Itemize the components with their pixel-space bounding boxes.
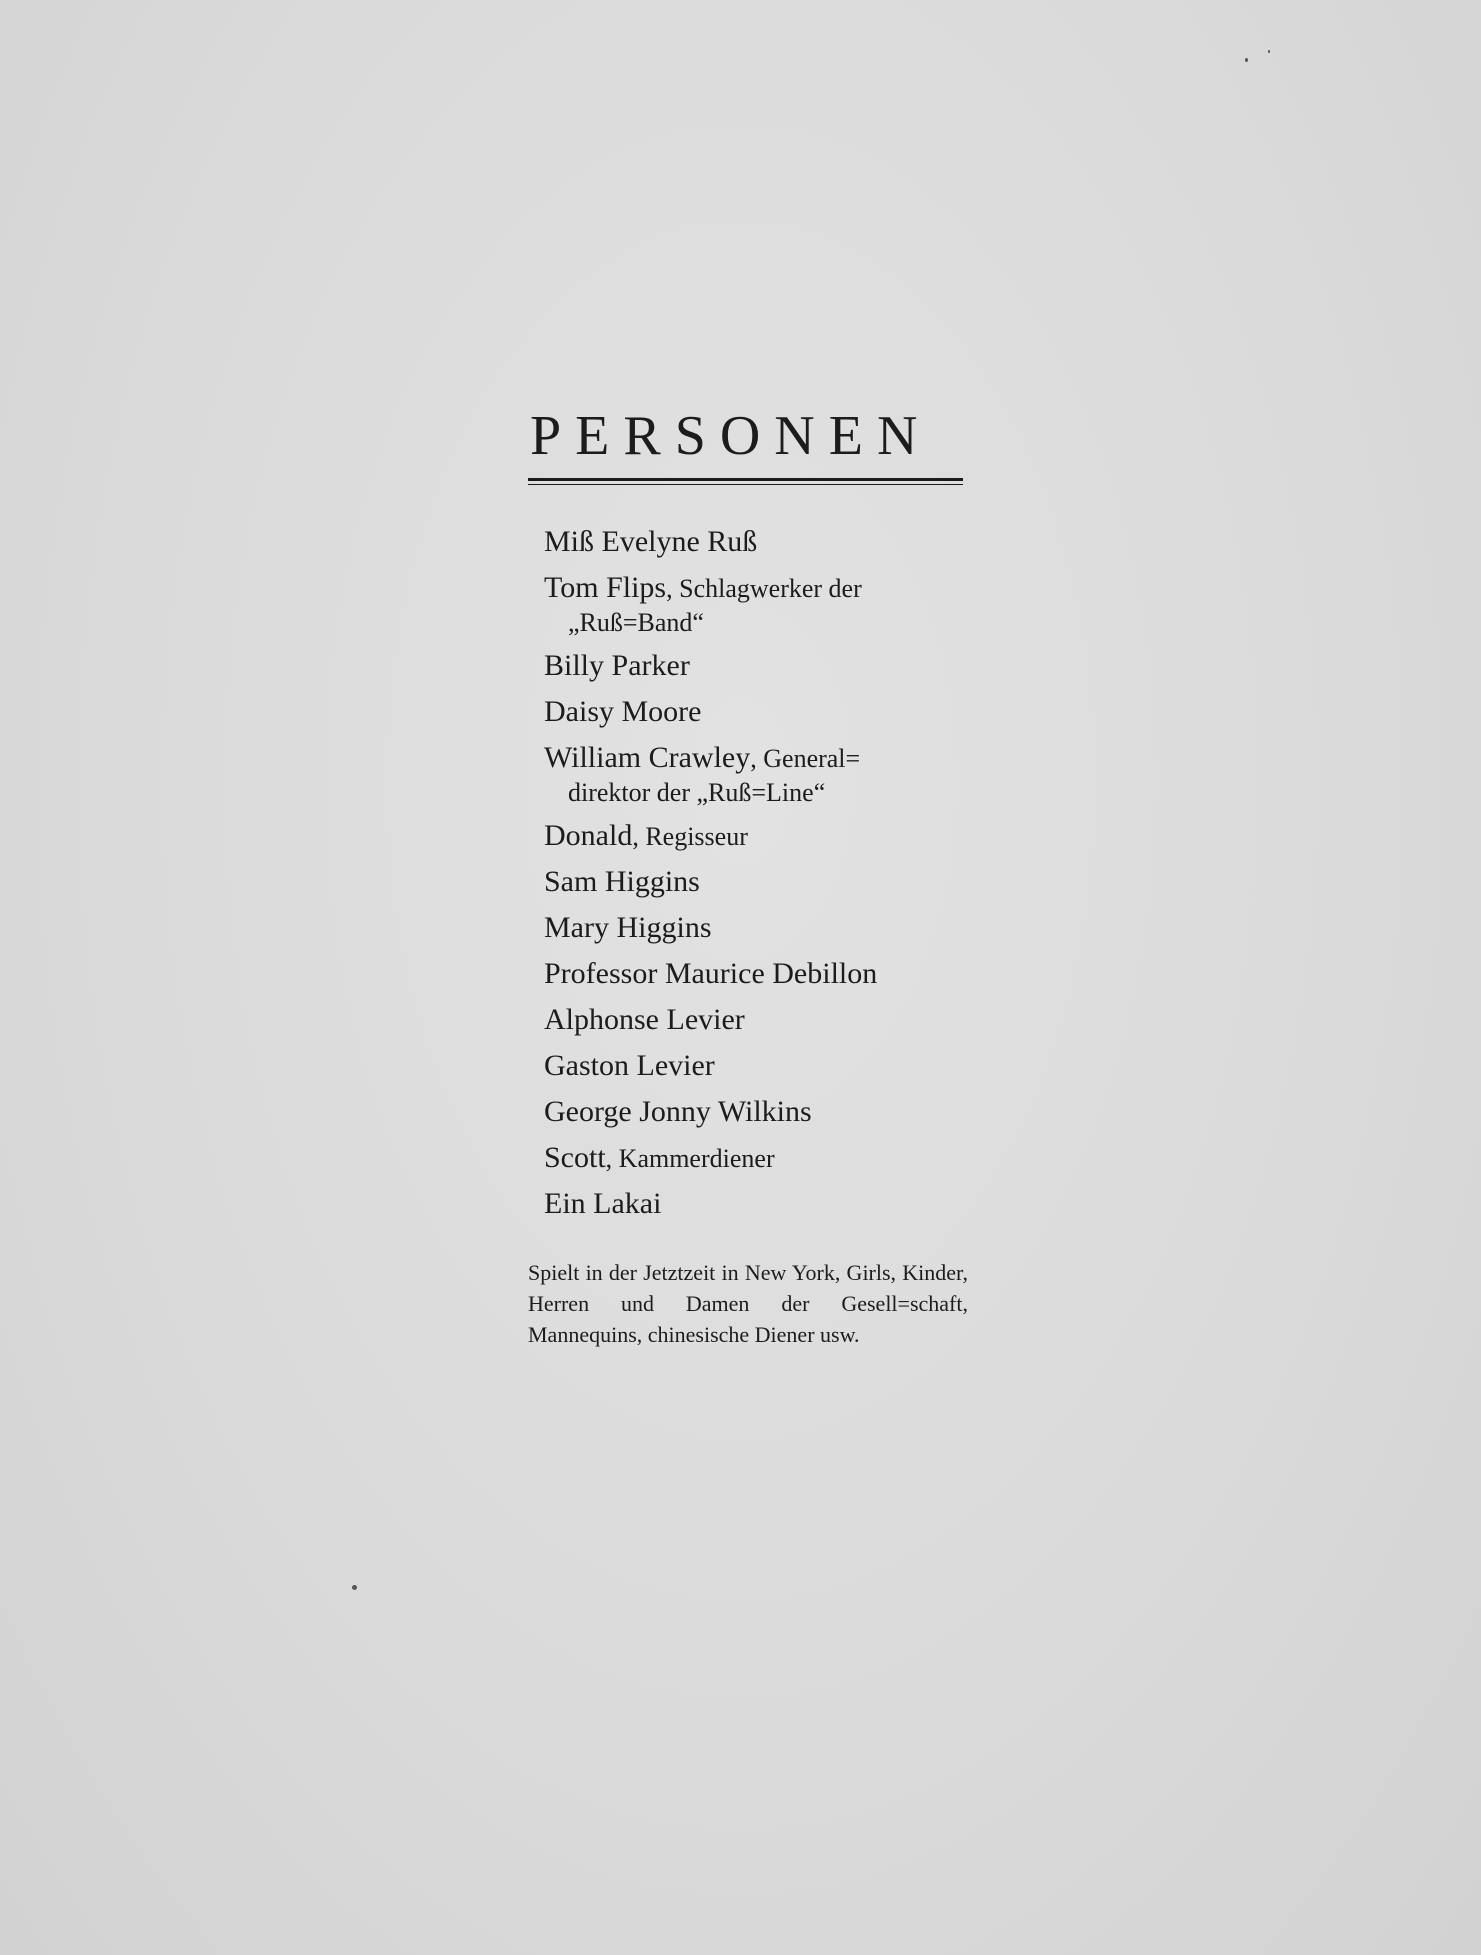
cast-item: [544, 693, 968, 731]
page-title: PERSONEN: [530, 405, 932, 467]
paper-speck: [1245, 58, 1248, 62]
cast-role: , General=: [750, 744, 861, 773]
title-double-rule: [528, 478, 963, 485]
cast-role: , Schlagwerker der: [666, 574, 862, 603]
cast-item: [544, 1093, 968, 1131]
cast-name: Gaston Levier: [544, 1049, 715, 1082]
cast-item: [544, 1047, 968, 1085]
cast-role: , Kammerdiener: [605, 1144, 775, 1173]
cast-name: William Crawley: [544, 741, 751, 774]
cast-item: [544, 955, 968, 993]
cast-name: Professor Maurice Debillon: [544, 957, 878, 990]
cast-list: [528, 523, 968, 1223]
cast-role-continued: „Ruß=Band“: [568, 608, 704, 637]
cast-item: [544, 863, 968, 901]
cast-item: [544, 523, 968, 561]
cast-item: [544, 1139, 968, 1177]
cast-name: Daisy Moore: [544, 695, 702, 728]
cast-item: [544, 909, 968, 947]
cast-item: [544, 1001, 968, 1039]
cast-name: Sam Higgins: [544, 865, 700, 898]
paper-speck: [1268, 50, 1270, 53]
cast-name: George Jonny Wilkins: [544, 1095, 812, 1128]
cast-name: Billy Parker: [544, 649, 690, 682]
cast-name: Ein Lakai: [544, 1187, 662, 1220]
cast-item: [544, 569, 968, 639]
cast-item: [544, 817, 968, 855]
cast-name: Donald: [544, 819, 633, 852]
cast-name: Mary Higgins: [544, 911, 712, 944]
cast-item: [544, 739, 968, 809]
cast-name: Miß Evelyne Ruß: [544, 525, 758, 558]
cast-role-continued: direktor der „Ruß=Line“: [568, 778, 826, 807]
cast-item: [544, 647, 968, 685]
cast-item: [544, 1185, 968, 1223]
cast-name: Scott: [544, 1141, 606, 1174]
cast-role: , Regisseur: [632, 822, 748, 851]
cast-name: Alphonse Levier: [544, 1003, 745, 1036]
setting-note: Spielt in der Jetztzeit in New York, Girls, Kinder, Herren und Damen der Gesell=schaft, Mannequins, chinesische Diener usw.: [528, 1260, 968, 1347]
cast-name: Tom Flips: [544, 571, 667, 604]
cast-page-content: [528, 400, 968, 1372]
paper-speck: [352, 1585, 357, 1590]
